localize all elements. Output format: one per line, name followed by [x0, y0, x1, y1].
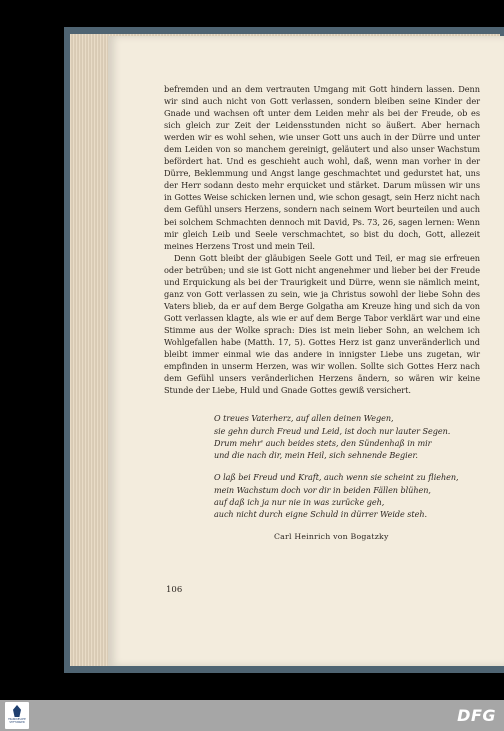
poem-line: auch nicht durch eigne Schuld in dürrer Weide steh. [214, 509, 428, 520]
poem-line: mein Wachstum doch vor dir in beiden Fällen blühen, [214, 484, 431, 495]
shield-icon [13, 705, 21, 717]
dfg-logo[interactable]: DFG [457, 706, 496, 725]
poem-stanza-2 [214, 471, 480, 520]
paragraph-1: befremden und an dem vertrauten Umgang mit Gott hindern lassen. Denn wir sind auch nicht von Gott verlassen, sondern bleiben seine Kinder der Gnade und wachsen oft unter dem Leiden mehr als bei der Freude, ob es sich gleich zur Zeit der Leidensstunden nicht so äußert. Aber hernach werden wir es wohl sehen, wie unser Gott uns auch in der Dürre und unter dem Leiden von so manchem gereinigt, geläutert und also unser Wachstum befördert hat. Und es geschieht auch wohl, daß, wenn man vorher in der Dürre, Beklemmung und Angst lange geschmachtet und gedurstet hat, uns der Herr sodann desto mehr erquicket und stärket. Darum müssen wir uns in Gottes Weise schicken lernen und, wie schon gesagt, sein Herz nicht nach dem Gefühl unsers Herzens, sondern nach seinem Wort beurteilen und auch bei solchem Schmachten dennoch mit David, Ps. 73, 26, sagen lernen: Wenn mir gleich Leib und Seele verschmachtet, so bist du doch, Gott, allezeit meines Herzens Trost und mein Teil. [164, 84, 480, 251]
book-page [108, 36, 504, 666]
page-number: 106 [166, 585, 183, 595]
poem [214, 412, 480, 520]
poem-line: auf daß ich ja nur nie in was zurücke geh, [214, 497, 385, 507]
poem-author: Carl Heinrich von Bogatzky [274, 531, 389, 541]
footer-bar [0, 700, 504, 731]
page-text [164, 83, 480, 543]
poem-stanza-1 [214, 412, 480, 461]
franckesche-stiftungen-logo[interactable] [5, 702, 29, 729]
poem-line: Drum mehr' auch beides stets, den Sündenhaß in mir [214, 437, 432, 448]
poem-line: O laß bei Freud und Kraft, auch wenn sie scheint zu fliehen, [214, 472, 459, 483]
poem-line: sie gehn durch Freud und Leid, ist doch nur lauter Segen. [214, 425, 451, 436]
poem-line: O treues Vaterherz, auf allen deinen Wegen, [214, 413, 394, 424]
poem-line: und die nach dir, mein Heil, sich sehnende Begier. [214, 450, 418, 461]
paragraph-2: Denn Gott bleibt der gläubigen Seele Gott und Teil, er mag sie erfreuen oder betrüben; und sie ist Gott nicht angenehmer und lieber bei der Freude und Erquickung als bei der Traurigkeit und Dürre, wenn sie nämlich meint, ganz von Gott verlassen zu sein, wie ja Christus sowohl der liebe Sohn des Vaters blieb, da er auf dem Berge Golgatha am Kreuze hing und sich da von Gott verlassen klagte, als wie er auf dem Berge Tabor verklärt war und eine Stimme aus der Wolke sprach: Dies ist mein lieber Sohn, an welchem ich Wohlgefallen habe (Matth. 17, 5). Gottes Herz ist ganz unveränderlich und bleibt immer einmal wie das andere in innigster Liebe uns zugetan, wir empfinden in unserm Herzen, was wir wollen. Sollte sich Gottes Herz nach dem Gefühl unsers veränderlichen Herzens ändern, so wären wir keine Stunde der Liebe, Huld und Gnade Gottes gewiß versichert. [164, 252, 480, 396]
logo-caption: FRANCKESCHE STIFTUNGEN [8, 718, 26, 724]
